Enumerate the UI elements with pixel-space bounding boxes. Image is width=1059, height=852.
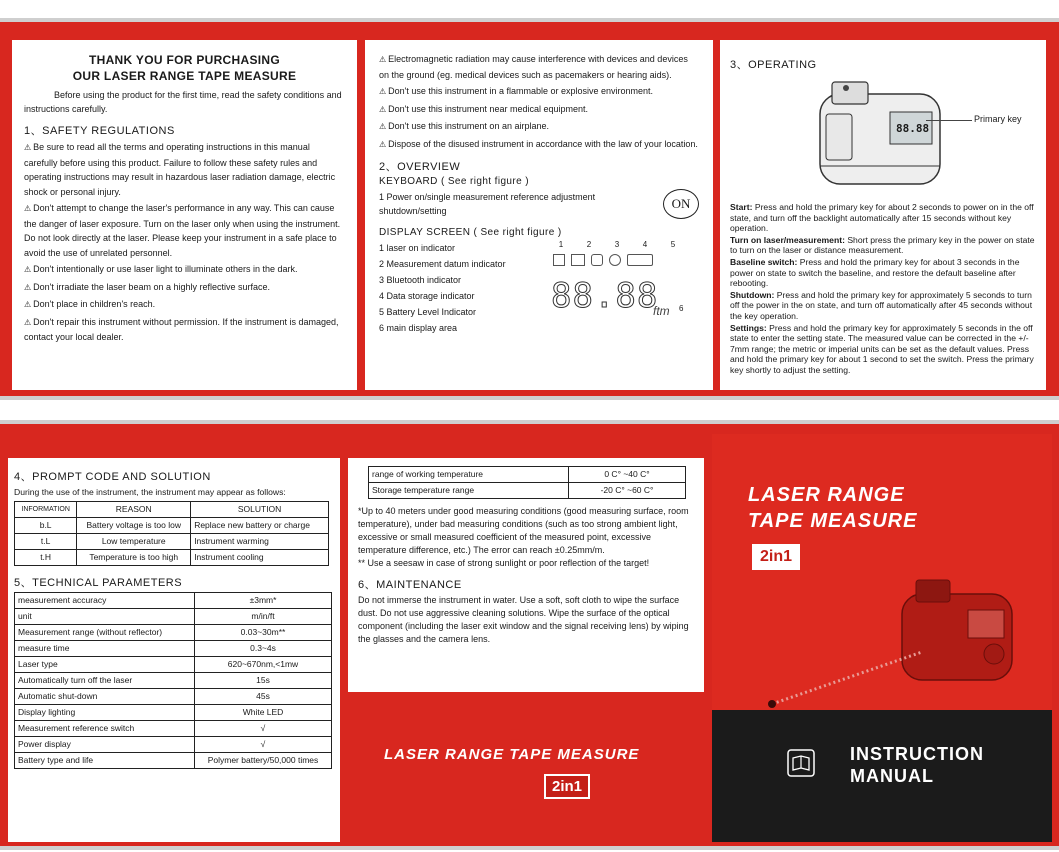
cover-title-line2: TAPE MEASURE (748, 510, 918, 532)
maintenance-heading: 6、MAINTENANCE (358, 579, 462, 591)
technical-heading: 5、TECHNICAL PARAMETERS (14, 577, 183, 589)
operating-heading: 3、OPERATING (730, 59, 817, 71)
technical-table (14, 592, 332, 769)
operating-entry (730, 290, 1038, 322)
parameter-name: Laser type (15, 657, 195, 673)
safety-item: ⚠ Don't repair this instrument without permission. If the instrument is damaged, contact your local dealer. (24, 315, 345, 345)
lcd-index: 6 (679, 304, 684, 313)
safety-item: ⚠ Be sure to read all the terms and operating instructions in this manual carefully before using this product. Failure to follow these safety rules and operating instructions may result in hazardous laser radiation damage, electric shock or personal injury. (24, 140, 345, 199)
table-row (15, 625, 332, 641)
table-cell: Low temperature (77, 534, 191, 550)
safety-item: ⚠ Don't use this instrument on an airplane. (379, 119, 699, 135)
parameter-name: Battery type and life (15, 753, 195, 769)
operating-term: Start: (730, 202, 753, 212)
column-header: REASON (77, 502, 191, 518)
operating-term: Shutdown: (730, 289, 775, 300)
on-button-icon (663, 189, 699, 219)
lcd-index-row (547, 240, 687, 249)
manual-book-icon (786, 748, 816, 778)
lcd-index: 5 (670, 240, 676, 249)
parameter-name: measurement accuracy (15, 593, 195, 609)
parameter-name: Measurement reference switch (15, 721, 195, 737)
lcd-diagram (547, 240, 687, 336)
top-strip (0, 18, 1059, 400)
parameter-value: 0.03~30m** (195, 625, 332, 641)
parameter-value: 15s (195, 673, 332, 689)
maintenance-text: Do not immerse the instrument in water. Use a soft, soft cloth to wipe the surface dust. Do not use aggressive cleaning solutions. Wipe the surface of the optical component (including the laser exit window and the signal receiving lens) by wiping the glasses and the camera lens. (358, 595, 689, 644)
front-cover (712, 434, 1052, 842)
table-row (15, 518, 329, 534)
safety-item: ⚠ Don't irradiate the laser beam on a highly reflective surface. (24, 280, 345, 296)
storage-indicator-icon (609, 254, 621, 266)
operating-text: Press and hold the primary key for about 2 seconds to power on in the off state, and turn off the backlight automatically after 15 seconds without key operation. (730, 202, 1034, 234)
operating-term: Settings: (730, 322, 767, 333)
cover-title-line1: LASER RANGE (748, 484, 905, 506)
intro-title-line2: OUR LASER RANGE TAPE MEASURE (72, 69, 297, 83)
safety-item: ⚠ Dispose of the disused instrument in accordance with the law of your location. (379, 137, 699, 153)
display-item: 4 Data storage indicator (379, 291, 475, 301)
table-row (15, 673, 332, 689)
back-cover-block (348, 704, 704, 842)
back-badge: 2in1 (544, 774, 590, 799)
table-row (15, 689, 332, 705)
panel-notes-maintenance (348, 458, 704, 692)
parameter-value: 45s (195, 689, 332, 705)
panel-prompt-technical (8, 458, 340, 842)
table-row (15, 534, 329, 550)
prompt-intro: During the use of the instrument, the instrument may appear as follows: (14, 487, 286, 497)
table-row (15, 657, 332, 673)
prompt-table (14, 501, 329, 566)
cover-dark-band (712, 710, 1052, 842)
intro-text: Before using the product for the first time, read the safety conditions and instructions carefully. (24, 90, 342, 114)
parameter-name: Automatically turn off the laser (15, 673, 195, 689)
parameter-name: Measurement range (without reflector) (15, 625, 195, 641)
keyboard-item: 1 Power on/single measurement reference adjustment shutdown/setting (379, 192, 596, 216)
parameter-value: 0.3~4s (195, 641, 332, 657)
temperature-table (368, 466, 686, 499)
display-list (379, 240, 539, 336)
display-heading: DISPLAY SCREEN ( See right figure ) (379, 227, 562, 238)
battery-indicator-icon (627, 254, 653, 266)
safety-item: ⚠ Don't attempt to change the laser's performance in any way. This can cause the danger of laser exposure. Turn on the laser only when using the instrument. Do not look directly at the laser. Please keep your instrument in a safe place to avoid the use of unrelated personnel. (24, 201, 345, 260)
back-title: LASER RANGE TAPE MEASURE (384, 746, 640, 763)
safety-heading: 1、SAFETY REGULATIONS (24, 125, 175, 137)
laser-indicator-icon (553, 254, 565, 266)
table-cell: Instrument warming (191, 534, 329, 550)
parameter-value: White LED (195, 705, 332, 721)
table-cell: Replace new battery or charge (191, 518, 329, 534)
cover-device-image (762, 564, 1022, 714)
datum-indicator-icon (571, 254, 585, 266)
operating-text: Press and hold the primary key for about 3 seconds in the power on state to switch the baseline, and restore the default baseline after rebooting. (730, 256, 1020, 289)
safety-list (24, 140, 345, 345)
table-row (15, 550, 329, 566)
lcd-index: 3 (614, 240, 620, 249)
lcd-indicator-row (553, 254, 677, 272)
column-header: INFORMATION (15, 502, 77, 518)
table-cell: Instrument cooling (191, 550, 329, 566)
panel-intro-safety (12, 40, 357, 390)
technical-note2: ** Use a seesaw in case of strong sunlight or poor reflection of the target! (358, 558, 650, 568)
panel-overview (365, 40, 713, 390)
table-cell: t.L (15, 534, 77, 550)
operating-entry (730, 257, 1038, 289)
tape-measure-device-icon (810, 74, 960, 194)
bottom-strip (0, 420, 1059, 850)
lcd-index: 2 (586, 240, 592, 249)
table-row (369, 483, 686, 499)
column-header: SOLUTION (191, 502, 329, 518)
display-item: 6 main display area (379, 323, 458, 333)
overview-heading: 2、OVERVIEW (379, 161, 461, 173)
display-section (379, 240, 699, 336)
parameter-name: unit (15, 609, 195, 625)
lcd-index: 4 (642, 240, 648, 249)
table-row (15, 609, 332, 625)
table-cell: b.L (15, 518, 77, 534)
parameter-value: -20 C° ~60 C° (569, 483, 686, 499)
safety-item: ⚠ Don't place in children's reach. (24, 297, 345, 313)
safety-item: ⚠ Don't use this instrument near medical equipment. (379, 102, 699, 118)
operating-entry (730, 202, 1038, 234)
parameter-name: Automatic shut-down (15, 689, 195, 705)
operating-list (730, 202, 1038, 376)
prompt-table-header (15, 502, 329, 518)
cover-manual-line1: INSTRUCTION (850, 744, 984, 764)
operating-text: Press and hold the primary key for approximately 5 seconds in the off state to enter the setting state. The measured value can be corrected in the +/- 7mm range; the metric or imperial units can be set as the default values. Press and hold the primary key for about 1 second to set the switch. Press the primary key shortly to adjust the setting. (730, 322, 1034, 375)
primary-key-leader (926, 120, 972, 121)
operating-term: Turn on laser/measurement: (730, 234, 845, 245)
display-item: 5 Battery Level Indicator (379, 307, 477, 317)
operating-term: Baseline switch: (730, 256, 798, 267)
operating-text: Press and hold the primary key for approximately 5 seconds to turn off the power in the on state, and turn off automatically after 45 seconds without the key operation. (730, 289, 1033, 321)
operating-entry (730, 323, 1038, 376)
parameter-name: Power display (15, 737, 195, 753)
device-figure (730, 74, 1038, 202)
table-row (15, 593, 332, 609)
technical-note1: *Up to 40 meters under good measuring conditions (good measuring surface, room temperature), under bad measuring conditions (such as too strong ambient light, excessive or small measured coefficient of the measured point, excessive temperature difference, etc.) The error can reach ±0.25mm/m. (358, 506, 689, 555)
display-item: 2 Measurement datum indicator (379, 259, 506, 269)
display-item: 1 laser on indicator (379, 243, 456, 253)
table-cell: Temperature is too high (77, 550, 191, 566)
lcd-digits: 88.88 (551, 276, 659, 316)
keyboard-heading: KEYBOARD ( See right figure ) (379, 176, 529, 187)
panel-operating (720, 40, 1046, 390)
prompt-heading: 4、PROMPT CODE AND SOLUTION (14, 471, 211, 483)
bluetooth-indicator-icon (591, 254, 603, 266)
parameter-value: m/in/ft (195, 609, 332, 625)
device-lcd-text: 88.88 (896, 122, 930, 135)
parameter-value: 0 C° ~40 C° (569, 467, 686, 483)
safety-item: ⚠ Electromagnetic radiation may cause interference with devices and devices on the ground (eg. medical devices such as pacemakers or hearing aids). (379, 52, 699, 82)
lcd-index: 1 (558, 240, 564, 249)
safety-more-list (379, 52, 699, 152)
table-cell: Battery voltage is too low (77, 518, 191, 534)
table-row (15, 737, 332, 753)
safety-item: ⚠ Don't use this instrument in a flammable or explosive environment. (379, 84, 699, 100)
parameter-name: Storage temperature range (369, 483, 569, 499)
operating-entry (730, 235, 1038, 256)
cover-manual-line2: MANUAL (850, 766, 934, 786)
parameter-value: 620~670nm,<1mw (195, 657, 332, 673)
safety-item: ⚠ Don't intentionally or use laser light to illuminate others in the dark. (24, 262, 345, 278)
parameter-name: range of working temperature (369, 467, 569, 483)
parameter-name: Display lighting (15, 705, 195, 721)
primary-key-label: Primary key (974, 114, 1022, 124)
table-row (369, 467, 686, 483)
table-row (15, 705, 332, 721)
parameter-name: measure time (15, 641, 195, 657)
cover-badge: 2in1 (752, 544, 800, 570)
table-cell: t.H (15, 550, 77, 566)
parameter-value: Polymer battery/50,000 times (195, 753, 332, 769)
table-row (15, 753, 332, 769)
parameter-value: √ (195, 737, 332, 753)
display-item: 3 Bluetooth indicator (379, 275, 462, 285)
table-row (15, 641, 332, 657)
operating-text: Short press the primary key in the power on state to turn on the laser or distance measurement. (730, 234, 1035, 256)
parameter-value: ±3mm* (195, 593, 332, 609)
parameter-value: √ (195, 721, 332, 737)
lcd-units: ftm (653, 304, 670, 318)
keyboard-row (379, 189, 699, 219)
on-label: ON (671, 196, 691, 211)
intro-title-line1: THANK YOU FOR PURCHASING (89, 53, 280, 67)
table-row (15, 721, 332, 737)
